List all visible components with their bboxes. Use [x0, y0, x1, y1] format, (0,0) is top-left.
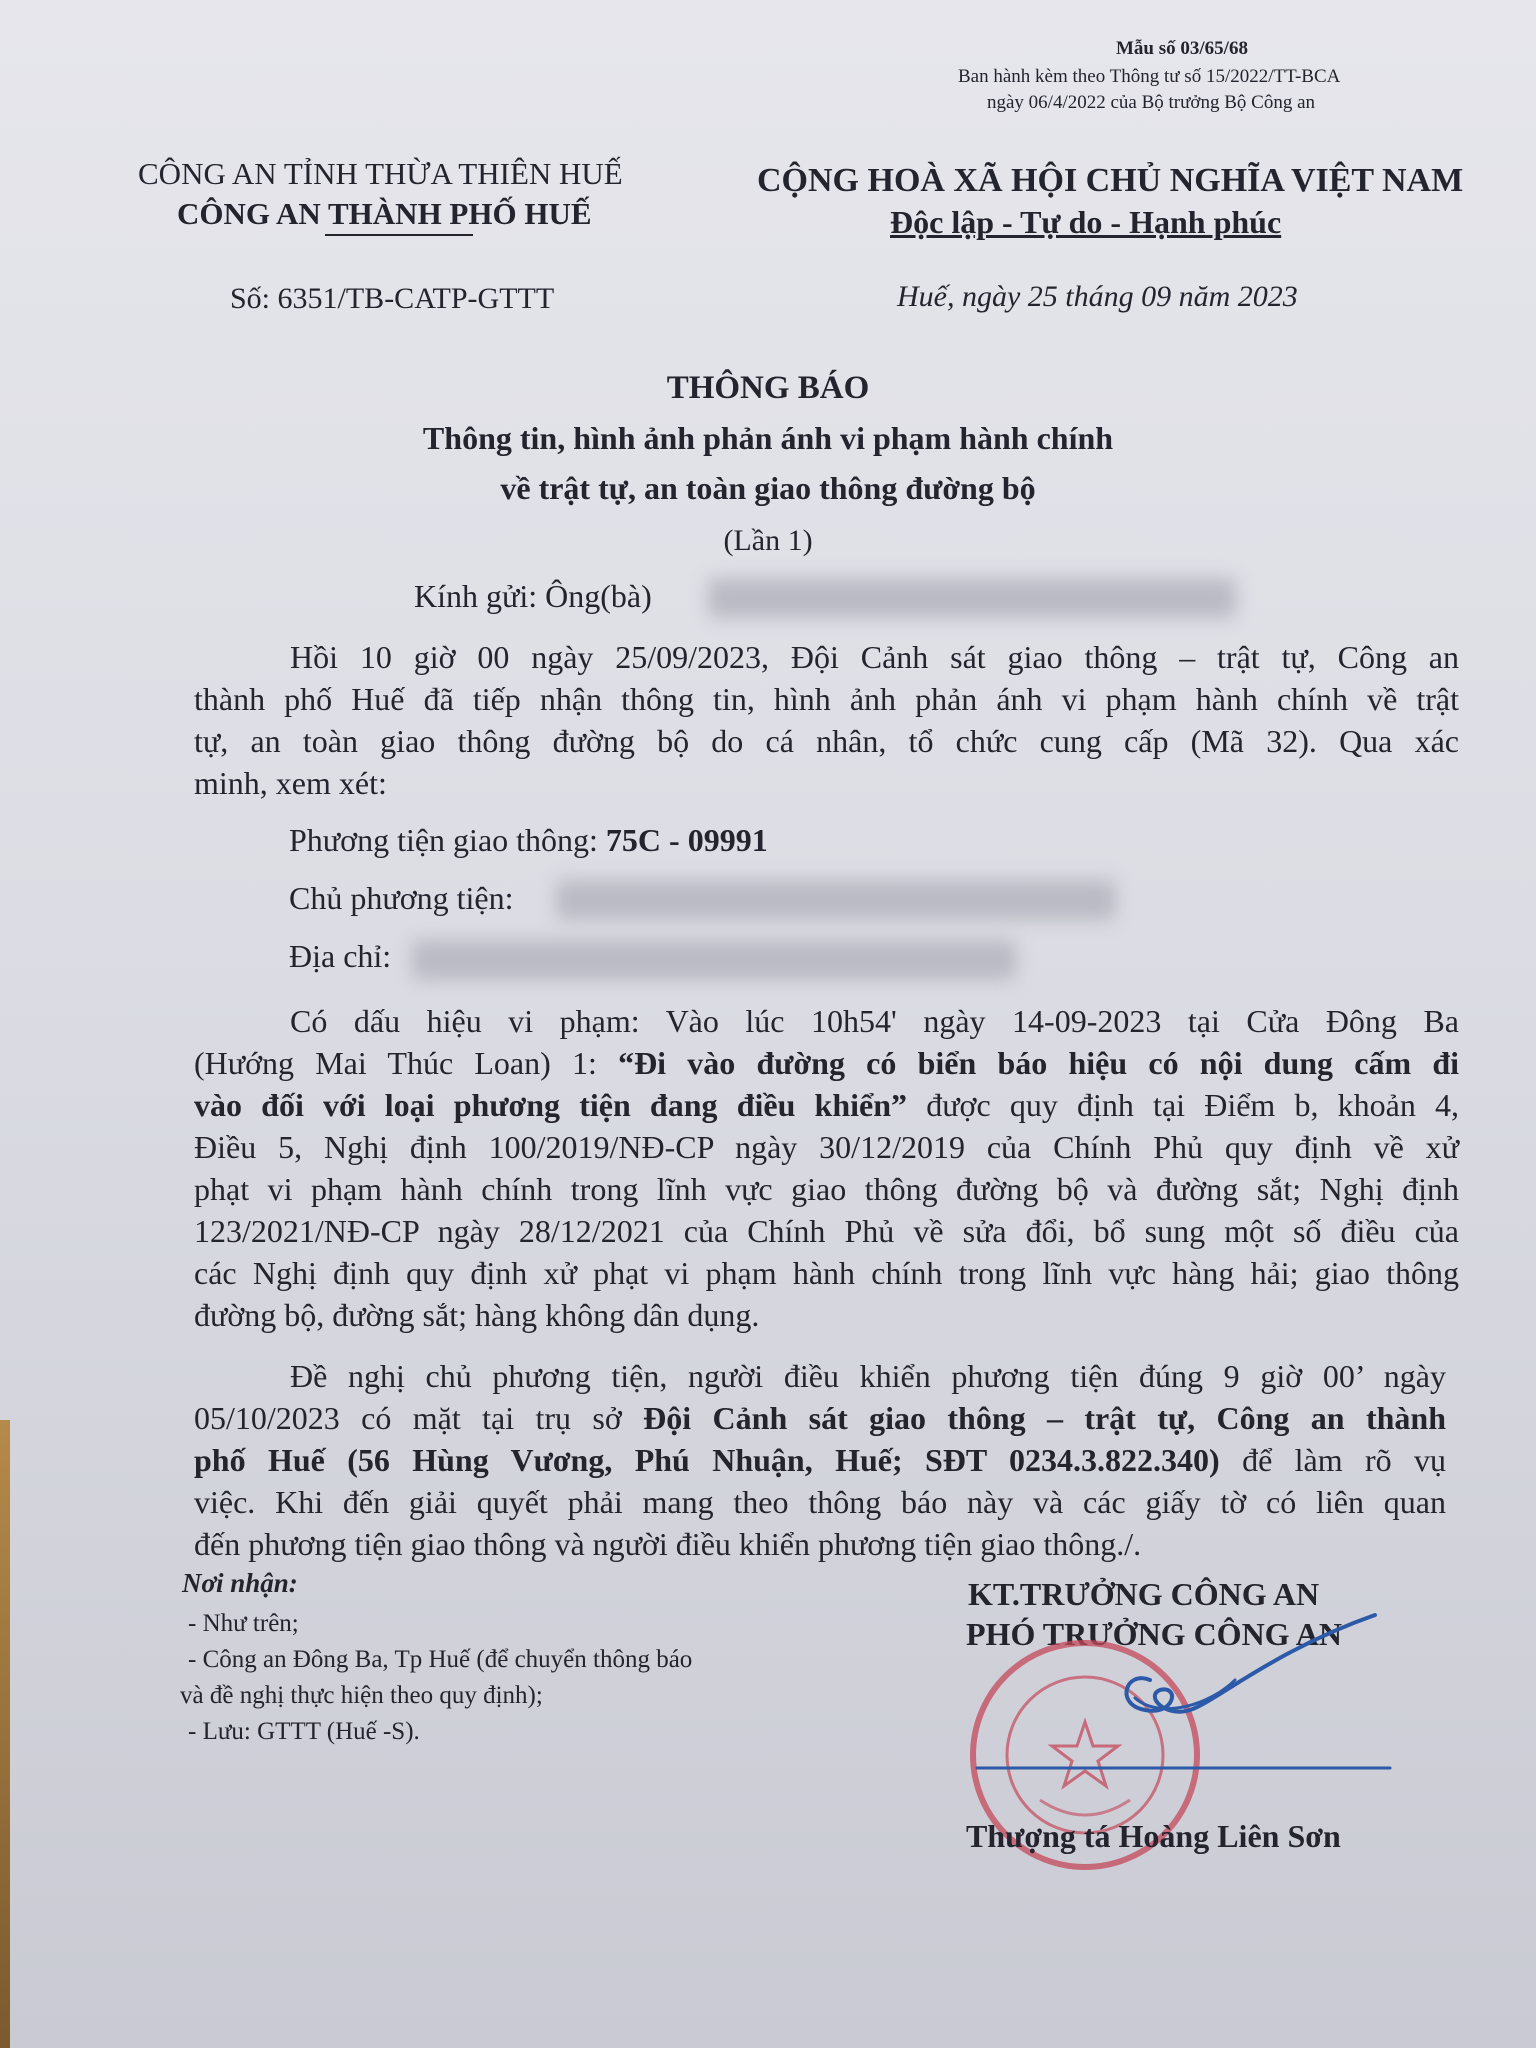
issued-line-1: Ban hành kèm theo Thông tư số 15/2022/TT-BCA — [958, 66, 1341, 87]
paragraph-request — [194, 1355, 1446, 1565]
recipient-item: - Như trên; — [188, 1610, 299, 1637]
issued-line-2: ngày 06/4/2022 của Bộ trưởng Bộ Công an — [987, 92, 1316, 113]
agency-underline — [325, 234, 473, 236]
text-line: Điều 5, Nghị định 100/2019/NĐ-CP ngày 30/12/2019 của Chính Phủ quy định về xử — [194, 1129, 1459, 1165]
agency-subunit: CÔNG AN THÀNH PHỐ HUẾ — [177, 196, 592, 231]
text-line: đến phương tiện giao thông và người điều khiển phương tiện giao thông./. — [194, 1526, 1142, 1562]
vehicle-plate: 75C - 09991 — [605, 822, 768, 858]
text-span: để làm rõ vụ — [1219, 1442, 1447, 1478]
signatory-name: Thượng tá Hoàng Liên Sơn — [966, 1818, 1341, 1854]
text-span: (Hướng Mai Thúc Loan) 1: — [194, 1045, 619, 1081]
text-span: được quy định tại Điểm b, khoản 4, — [907, 1087, 1459, 1123]
text-line: thành phố Huế đã tiếp nhận thông tin, hình ảnh phản ánh vi phạm hành chính về trật — [194, 681, 1459, 717]
redacted-owner-name — [556, 880, 1116, 920]
address-label: Địa chỉ: — [289, 938, 392, 974]
text-line — [194, 1397, 1446, 1439]
form-number: Mẫu số 03/65/68 — [1116, 38, 1248, 59]
owner-field — [289, 880, 513, 917]
document-title: THÔNG BÁO — [666, 370, 870, 406]
text-line: việc. Khi đến giải quyết phải mang theo thông báo này và các giấy tờ có liên quan — [194, 1484, 1446, 1520]
text-line: Có dấu hiệu vi phạm: Vào lúc 10h54' ngày 14-09-2023 tại Cửa Đông Ba — [290, 1003, 1459, 1039]
text-line: phạt vi phạm hành chính trong lĩnh vực giao thông đường bộ và đường sắt; Nghị định — [194, 1171, 1459, 1207]
signatory-title-2: PHÓ TRƯỞNG CÔNG AN — [966, 1616, 1343, 1652]
vehicle-label: Phương tiện giao thông: — [289, 822, 606, 858]
violation-description-cont: vào đối với loại phương tiện đang điều khiển” — [194, 1087, 908, 1123]
paragraph-intro — [194, 636, 1459, 804]
text-line: các Nghị định quy định xử phạt vi phạm hành chính trong lĩnh vực hàng hải; giao thông — [194, 1255, 1459, 1291]
paragraph-violation — [194, 1000, 1459, 1336]
text-line: đường bộ, đường sắt; hàng không dân dụng. — [194, 1297, 760, 1333]
document-subtitle-2: về trật tự, an toàn giao thông đường bộ — [500, 470, 1036, 506]
nation-name: CỘNG HOÀ XÃ HỘI CHỦ NGHĨA VIỆT NAM — [757, 162, 1464, 199]
document-subtitle-1: Thông tin, hình ảnh phản ánh vi phạm hành chính — [422, 420, 1114, 456]
recipient-item: - Công an Đông Ba, Tp Huế (để chuyển thông báo — [188, 1646, 693, 1673]
agency-name: CÔNG AN TỈNH THỪA THIÊN HUẾ — [138, 156, 623, 191]
text-span: 05/10/2023 có mặt tại trụ sở — [194, 1400, 644, 1436]
redacted-recipient-name — [708, 578, 1236, 618]
handwritten-signature — [975, 1610, 1415, 1780]
place-date: Huế, ngày 25 tháng 09 năm 2023 — [897, 280, 1298, 313]
redacted-address — [412, 940, 1016, 980]
page-edge — [0, 1420, 10, 2048]
signatory-title-1: KT.TRƯỞNG CÔNG AN — [968, 1576, 1320, 1612]
text-line: tự, an toàn giao thông đường bộ do cá nhân, tổ chức cung cấp (Mã 32). Qua xác — [194, 723, 1459, 759]
text-line — [194, 1084, 1459, 1126]
recipient-item: và đề nghị thực hiện theo quy định); — [180, 1682, 543, 1709]
office-address: phố Huế (56 Hùng Vương, Phú Nhuận, Huế; SĐT 0234.3.822.340) — [194, 1442, 1220, 1478]
violation-description: “Đi vào đường có biển báo hiệu có nội dung cấm đi — [618, 1045, 1460, 1081]
recipient-item: - Lưu: GTTT (Huế -S). — [188, 1718, 420, 1745]
text-line: Đề nghị chủ phương tiện, người điều khiển phương tiện đúng 9 giờ 00’ ngày — [290, 1358, 1446, 1394]
text-line: minh, xem xét: — [194, 765, 387, 801]
vehicle-field — [289, 822, 768, 859]
text-line — [194, 1439, 1446, 1481]
office-name: Đội Cảnh sát giao thông – trật tự, Công an thành — [643, 1400, 1447, 1436]
text-line — [194, 1042, 1459, 1084]
document-number: Số: 6351/TB-CATP-GTTT — [230, 282, 555, 315]
text-line: Hồi 10 giờ 00 ngày 25/09/2023, Đội Cảnh sát giao thông – trật tự, Công an — [290, 639, 1459, 675]
owner-label: Chủ phương tiện: — [289, 880, 514, 916]
notice-round: (Lần 1) — [723, 524, 813, 557]
text-line: 123/2021/NĐ-CP ngày 28/12/2021 của Chính Phủ về sửa đổi, bổ sung một số điều của — [194, 1213, 1459, 1249]
nation-motto: Độc lập - Tự do - Hạnh phúc — [890, 204, 1282, 240]
address-field — [289, 938, 391, 975]
recipients-title: Nơi nhận: — [182, 1568, 298, 1598]
greeting-label: Kính gửi: Ông(bà) — [414, 578, 652, 614]
